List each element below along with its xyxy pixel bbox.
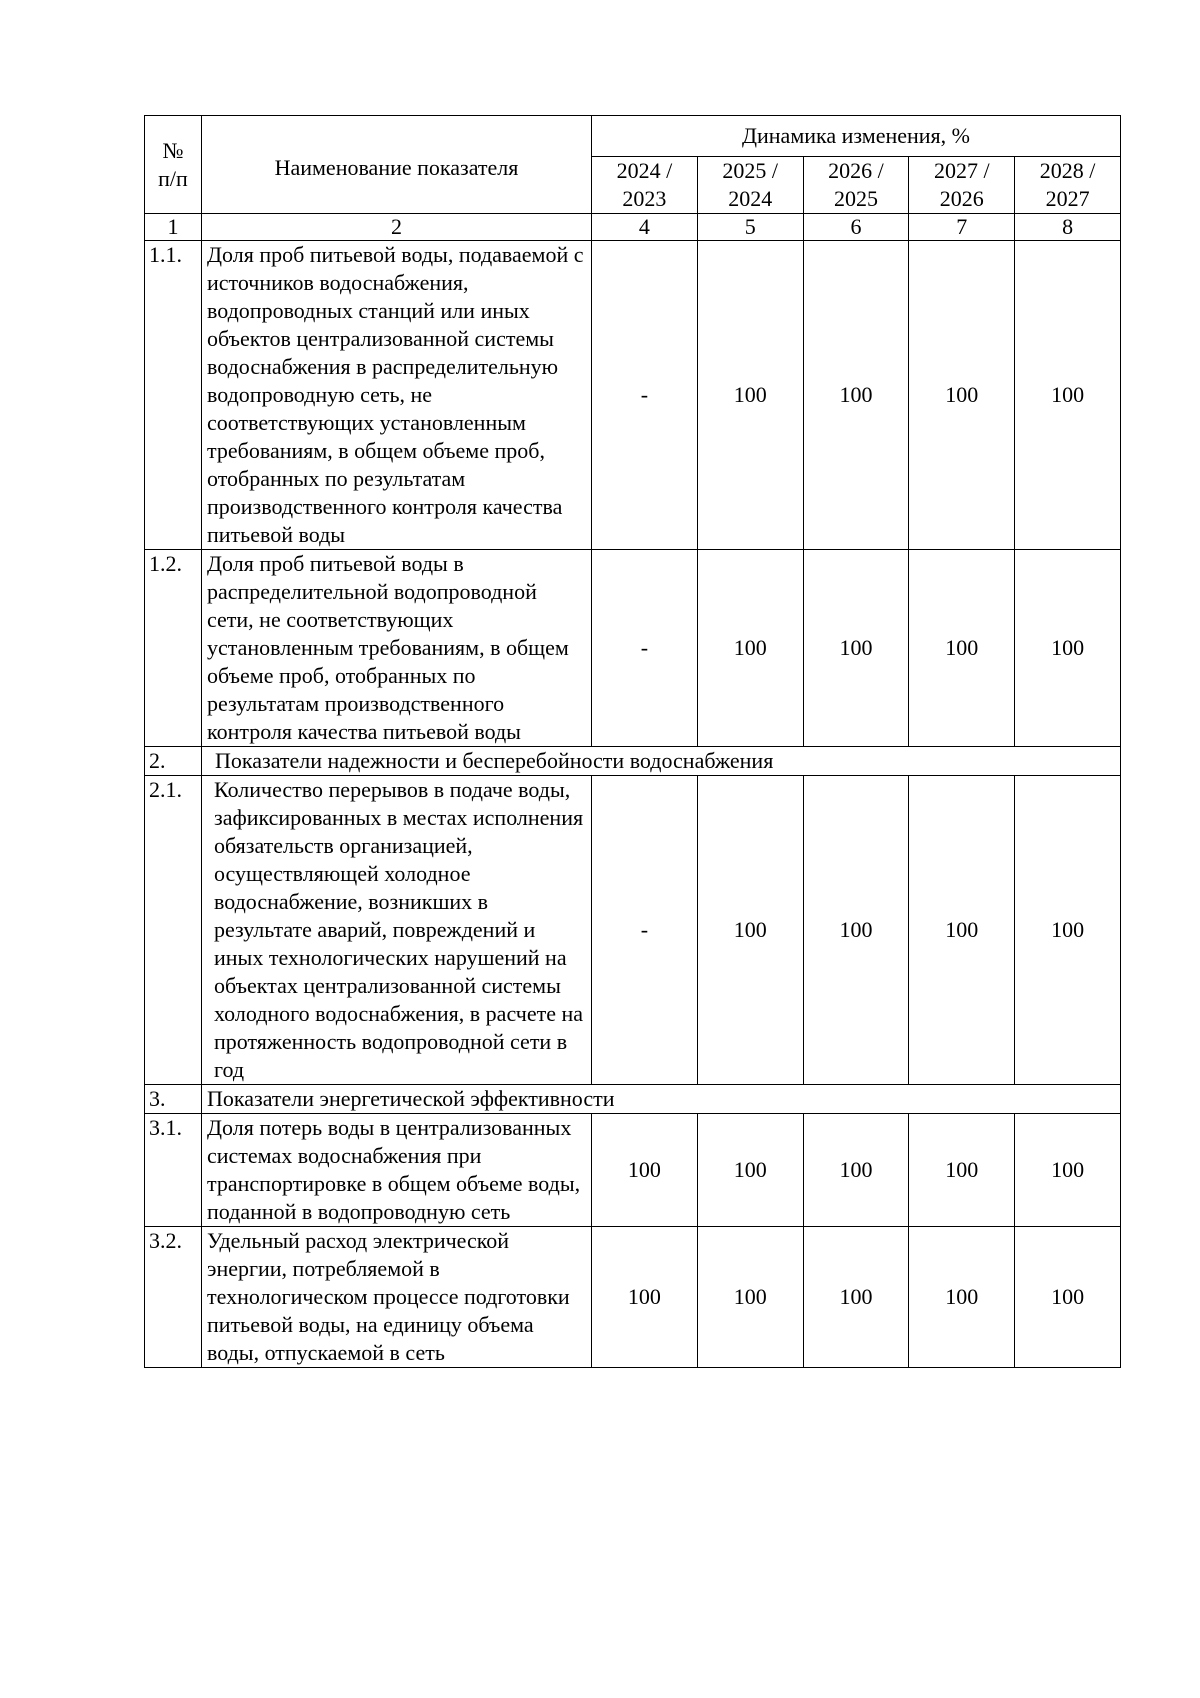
header-num-line1: № [162,137,184,163]
value-cell: 100 [909,1227,1015,1368]
column-index-cell: 8 [1015,214,1121,241]
table-row [145,550,1121,747]
value-cell: 100 [1015,1227,1121,1368]
header-year-cell [803,157,909,214]
section-row [145,1085,1121,1114]
header-year-cell [697,157,803,214]
column-index-cell: 2 [202,214,592,241]
header-name-cell: Наименование показателя [202,116,592,214]
value-cell: 100 [1015,776,1121,1085]
row-number: 3.2. [145,1227,202,1368]
year-bottom: 2025 [833,186,878,211]
value-cell: 100 [697,550,803,747]
section-row [145,747,1121,776]
value-cell: 100 [803,1114,909,1227]
header-year-cell [592,157,698,214]
year-bottom: 2024 [728,186,773,211]
row-number: 1.1. [145,241,202,550]
row-number: 1.2. [145,550,202,747]
value-cell: 100 [1015,241,1121,550]
column-index-cell: 5 [697,214,803,241]
column-index-row [145,214,1121,241]
header-num-cell [145,116,202,214]
table-row [145,776,1121,1085]
value-cell: 100 [1015,550,1121,747]
value-cell: 100 [1015,1114,1121,1227]
header-num-line2: п/п [158,165,188,191]
value-cell: - [592,550,698,747]
year-top: 2027 / [933,158,990,183]
value-cell: 100 [909,550,1015,747]
value-cell: 100 [803,1227,909,1368]
section-title: Показатели надежности и бесперебойности водоснабжения [202,747,1121,776]
value-cell: 100 [592,1114,698,1227]
row-number: 3.1. [145,1114,202,1227]
indicator-name: Доля проб питьевой воды, подаваемой с источников водоснабжения, водопроводных станций или иных объектов централизованной системы водоснабжения в распределительную водопроводную сеть, не соответствующих установленным требованиям, в общем объеме проб, отобранных по результатам производственного контроля качества питьевой воды [202,241,592,550]
row-number: 2.1. [145,776,202,1085]
column-index-cell: 4 [592,214,698,241]
section-number: 2. [145,747,202,776]
indicator-name: Количество перерывов в подаче воды, зафиксированных в местах исполнения обязательств организацией, осуществляющей холодное водоснабжение, возникших в результате аварий, повреждений и иных технологических нарушений на объектах централизованной системы холодного водоснабжения, в расчете на протяженность водопроводной сети в год [202,776,592,1085]
header-year-cell [909,157,1015,214]
table-row [145,241,1121,550]
table-row [145,1227,1121,1368]
section-number: 3. [145,1085,202,1114]
value-cell: 100 [592,1227,698,1368]
year-bottom: 2023 [622,186,667,211]
column-index-cell: 6 [803,214,909,241]
header-year-cell [1015,157,1121,214]
value-cell: 100 [697,241,803,550]
value-cell: 100 [697,1227,803,1368]
value-cell: 100 [909,241,1015,550]
indicators-table [144,115,1121,1368]
header-dynamics-cell: Динамика изменения, % [592,116,1121,157]
value-cell: 100 [697,1114,803,1227]
column-index-cell: 7 [909,214,1015,241]
column-index-cell: 1 [145,214,202,241]
value-cell: 100 [803,776,909,1085]
section-title: Показатели энергетической эффективности [202,1085,1121,1114]
header-row [145,116,1121,157]
indicator-name: Доля проб питьевой воды в распределительной водопроводной сети, не соответствующих установленным требованиям, в общем объеме проб, отобранных по результатам производственного контроля качества питьевой воды [202,550,592,747]
indicator-name: Удельный расход электрической энергии, потребляемой в технологическом процессе подготовки питьевой воды, на единицу объема воды, отпускаемой в сеть [202,1227,592,1368]
value-cell: 100 [803,241,909,550]
year-bottom: 2027 [1045,186,1090,211]
year-top: 2024 / [616,158,673,183]
value-cell: 100 [803,550,909,747]
year-bottom: 2026 [939,186,984,211]
value-cell: - [592,241,698,550]
year-top: 2026 / [828,158,884,183]
year-top: 2028 / [1039,158,1096,183]
table-row [145,1114,1121,1227]
value-cell: 100 [909,776,1015,1085]
value-cell: 100 [909,1114,1015,1227]
indicator-name: Доля потерь воды в централизованных системах водоснабжения при транспортировке в общем объеме воды, поданной в водопроводную сеть [202,1114,592,1227]
value-cell: 100 [697,776,803,1085]
value-cell: - [592,776,698,1085]
year-top: 2025 / [722,158,778,183]
